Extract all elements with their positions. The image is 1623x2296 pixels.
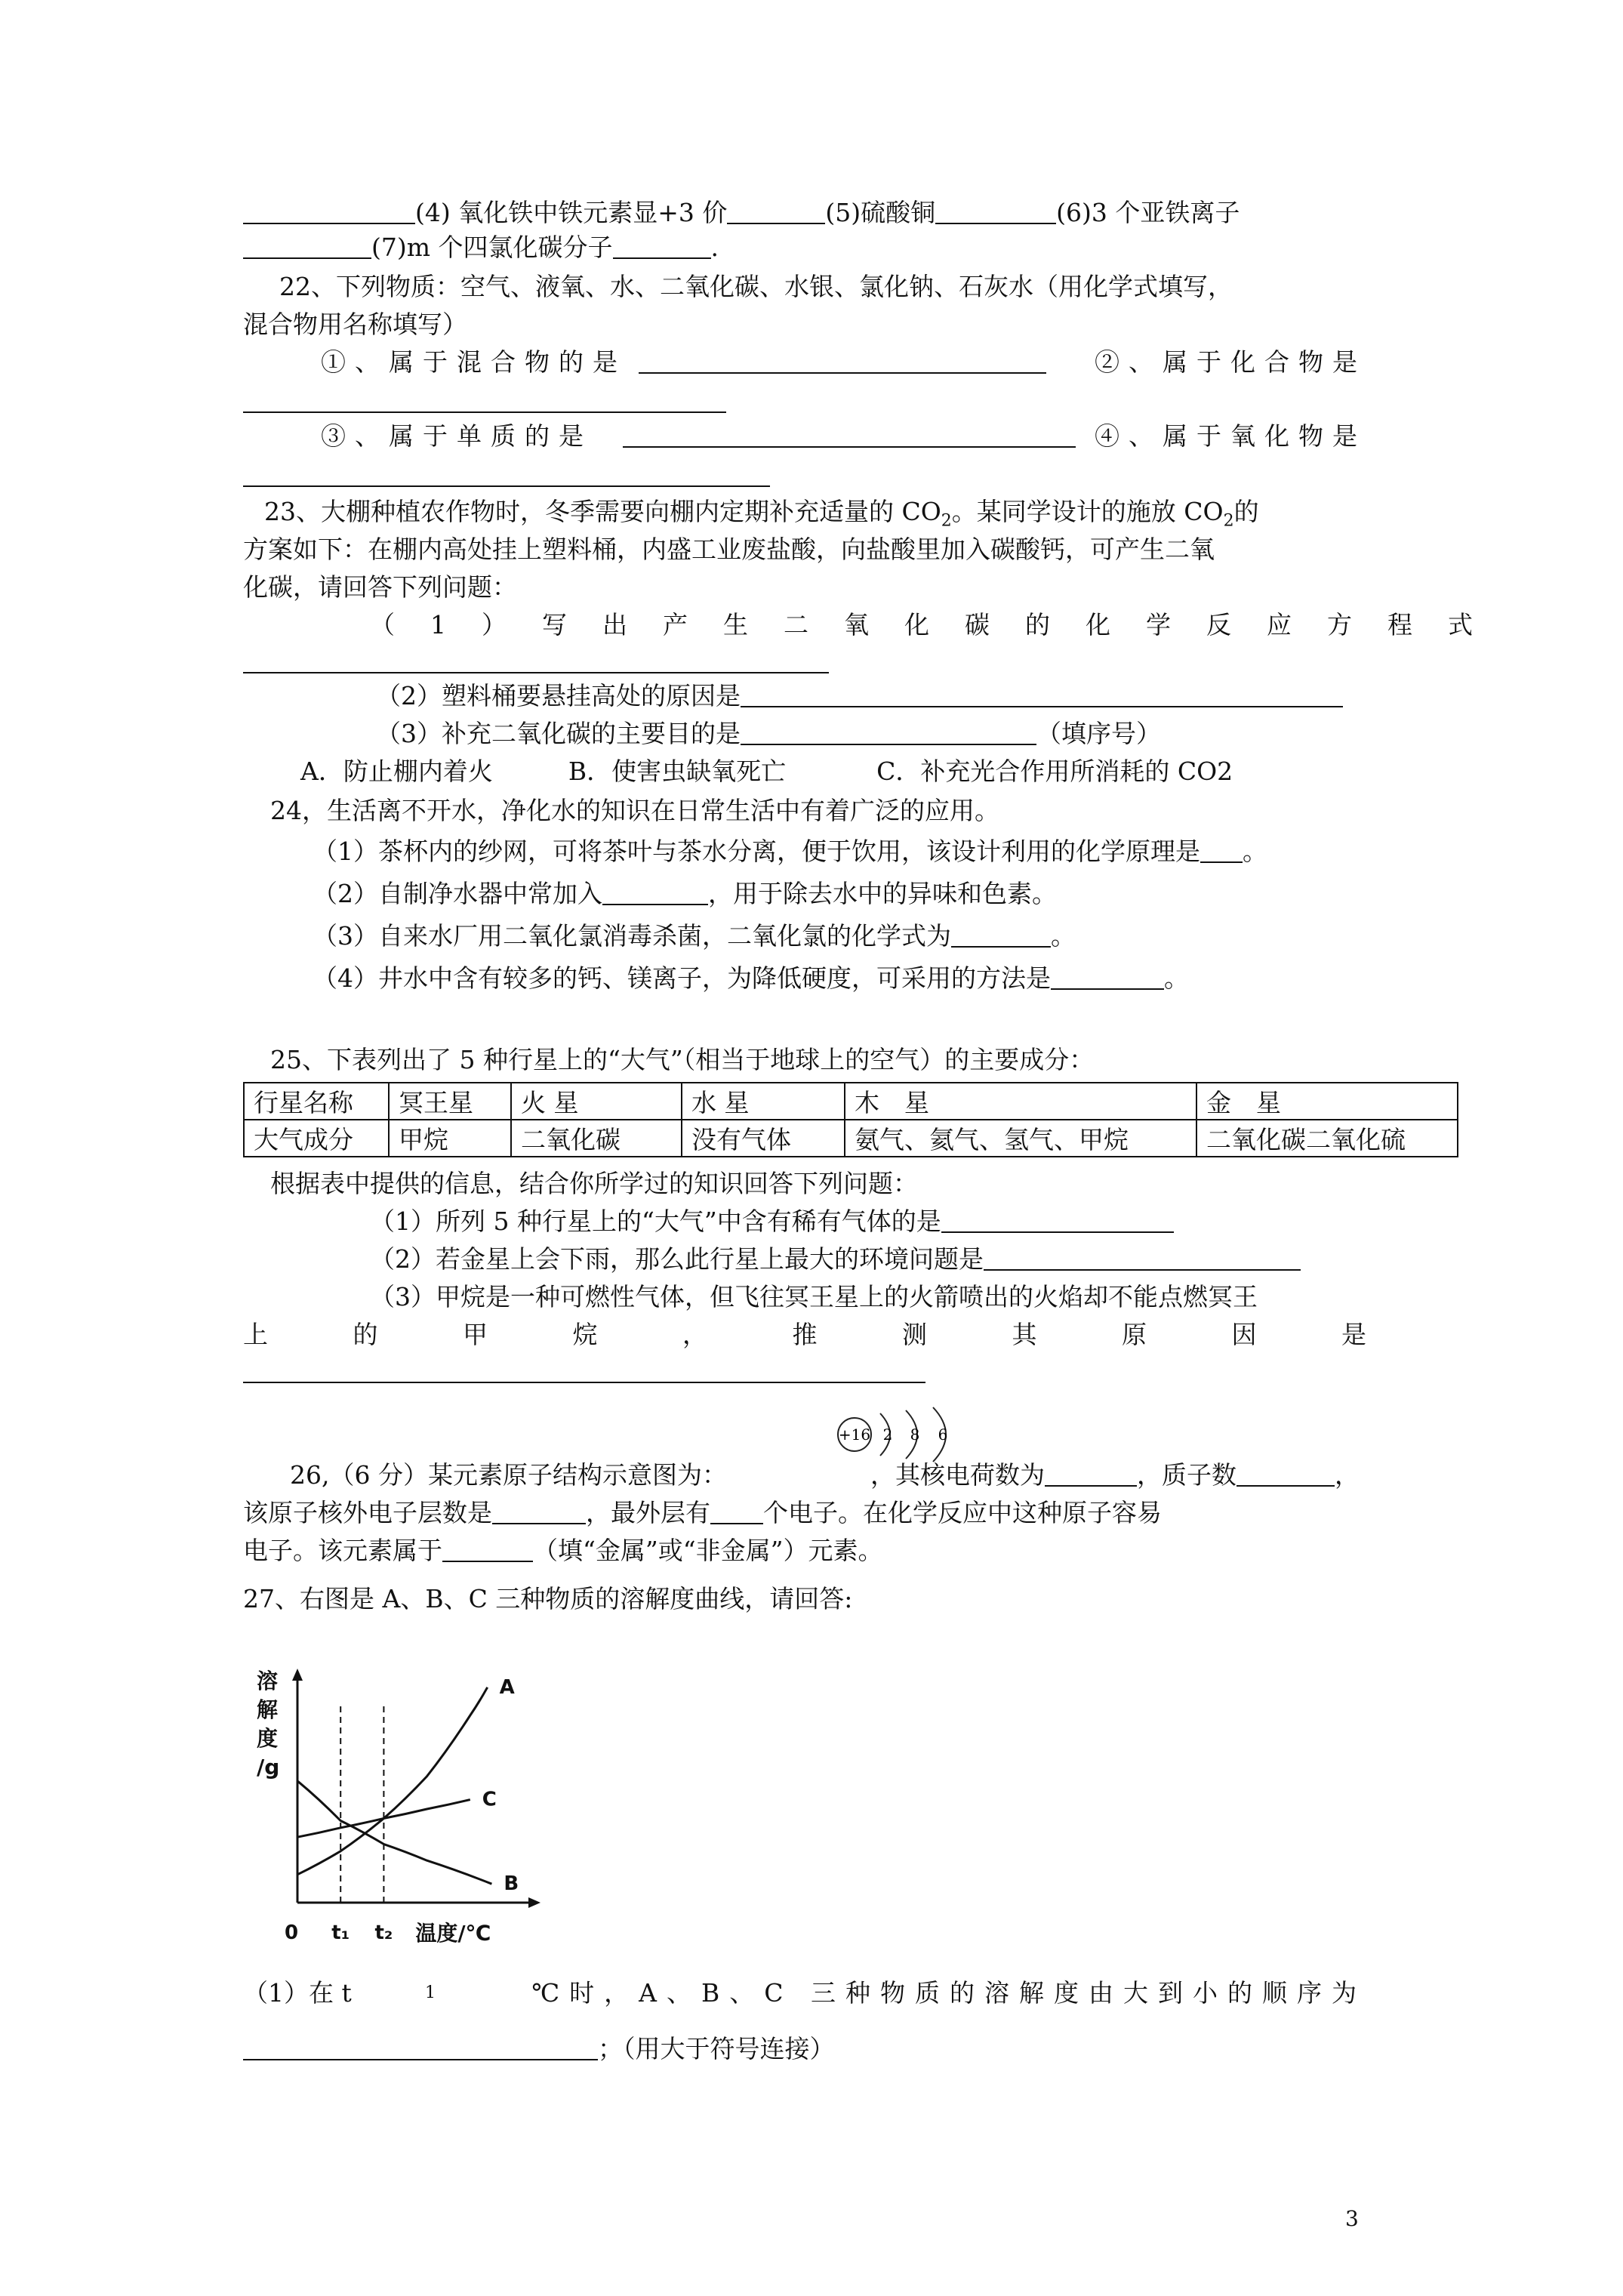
blank-q24-2[interactable] [602, 881, 708, 905]
q22-stem-2: 混合物用名称填写） [243, 310, 467, 339]
q23-stem-1: 23、大棚种植农作物时，冬季需要向棚内定期补充适量的 $CO_2$。某同学设计的施放 $CO_2$的 [264, 497, 1259, 531]
x-tick-label: t₂ [374, 1922, 393, 1944]
table-cell: 没有气体 [682, 1120, 845, 1157]
blank-q21-5[interactable] [935, 200, 1056, 224]
x-axis-arrow [528, 1897, 540, 1908]
q21-line2: (7)m 个四氯化碳分子 . [243, 231, 719, 264]
blank-q26-5[interactable] [442, 1538, 533, 1562]
q21-item4: (4) 氧化铁中铁元素显+3 价 [415, 198, 728, 227]
q22-row-1 [321, 346, 1366, 379]
q23-q3: （3）补充二氧化碳的主要目的是 （填序号） [376, 719, 1161, 748]
atom-nucleus-charge: +16 [838, 1425, 871, 1444]
q22-row-2 [321, 420, 1366, 453]
blank-q21-3[interactable] [243, 200, 415, 224]
blank-q22-3[interactable] [623, 424, 1076, 448]
q23-stem-3: 化碳，请回答下列问题： [243, 572, 517, 602]
blank-q21-6[interactable] [243, 235, 371, 259]
table-cell: 大气成分 [244, 1120, 389, 1157]
q21-item7: (7)m 个四氯化碳分子 [371, 233, 613, 262]
q25-q3: （3）甲烷是一种可燃性气体，但飞往冥王星上的火箭喷出的火焰却不能点燃冥王 [370, 1282, 1258, 1311]
q27-q1: （1）在 t 1 ℃时，A、B、C 三种物质的溶解度由大到小的顺序为 [243, 1978, 1366, 2008]
x-tick-label: t₁ [331, 1922, 350, 1944]
atom-shell-3-count: 6 [938, 1425, 948, 1444]
series-B-line [297, 1781, 491, 1884]
q23-options [300, 755, 1233, 788]
q22-opt4: ④、属于氧化物是 [1095, 421, 1366, 451]
blank-q26-3[interactable] [492, 1500, 586, 1524]
y-axis-label: /g [257, 1755, 280, 1780]
q21-item5: (5)硫酸铜 [825, 198, 936, 227]
table-cell: 木 星 [845, 1083, 1196, 1120]
q26-line3: 电子。该元素属于 （填“金属”或“非金属”）元素。 [243, 1536, 883, 1565]
origin-label: 0 [284, 1922, 299, 1944]
q24-q3: （3）自来水厂用二氧化氯消毒杀菌，二氧化氯的化学式为 。 [313, 921, 1076, 951]
q26-line2: 该原子核外电子层数是 ，最外层有 个电子。在化学反应中这种原子容易 [243, 1498, 1162, 1527]
table-cell: 氨气、氦气、氢气、甲烷 [845, 1120, 1196, 1157]
table-cell: 冥王星 [389, 1083, 511, 1120]
y-axis-label: 溶 [257, 1669, 279, 1693]
atom-shell-2-count: 8 [910, 1425, 920, 1444]
blank-q26-2[interactable] [1236, 1462, 1335, 1487]
q23-q1: （1）写出产生二氧化碳的化学反应方程式 [370, 610, 1508, 639]
q23-option-b: B．使害虫缺氧死亡 [568, 757, 787, 786]
page-number: 3 [1345, 2206, 1359, 2231]
q22-opt1: ①、属于混合物的是 [321, 347, 627, 377]
table-cell: 甲烷 [389, 1120, 511, 1157]
y-axis-arrow [292, 1669, 303, 1681]
y-axis-label: 度 [257, 1726, 279, 1751]
series-A-label: A [499, 1675, 515, 1699]
blank-q24-4[interactable] [1051, 966, 1164, 990]
q21-item6: (6)3 个亚铁离子 [1056, 198, 1240, 227]
q25-after: 根据表中提供的信息，结合你所学过的知识回答下列问题： [270, 1169, 918, 1198]
planet-atmosphere-table [243, 1082, 1458, 1157]
q25-q2: （2）若金星上会下雨，那么此行星上最大的环境问题是 [370, 1243, 1301, 1276]
solubility-curve-chart [242, 1661, 574, 1948]
blank-q23-2[interactable] [741, 683, 1343, 707]
q23-q2: （2）塑料桶要悬挂高处的原因是 [376, 680, 1343, 713]
table-row [244, 1083, 1458, 1120]
q27-stem: 27、右图是 A、B、C 三种物质的溶解度曲线，请回答: [243, 1584, 853, 1613]
q22-opt3: ③、属于单质的是 [321, 421, 593, 451]
blank-q27-1[interactable] [243, 2036, 598, 2060]
blank-q21-7[interactable] [613, 235, 711, 259]
atom-structure-diagram [833, 1406, 981, 1463]
blank-q25-3[interactable] [243, 1382, 925, 1383]
table-cell: 水 星 [682, 1083, 845, 1120]
q24-q4: （4）井水中含有较多的钙、镁离子，为降低硬度，可采用的方法是 。 [313, 963, 1189, 993]
blank-q23-1[interactable] [243, 672, 829, 673]
q23-stem-2: 方案如下：在棚内高处挂上塑料桶，内盛工业废盐酸，向盐酸里加入碳酸钙，可产生二氧 [243, 535, 1215, 564]
q25-q1: （1）所列 5 种行星上的“大气”中含有稀有气体的是 [370, 1205, 1174, 1238]
blank-q24-3[interactable] [951, 923, 1051, 948]
q24-q1: （1）茶杯内的纱网，可将茶叶与茶水分离，便于饮用，该设计利用的化学原理是 。 [313, 837, 1267, 866]
q23-option-a: A．防止棚内着火 [300, 757, 493, 786]
table-cell: 火 星 [511, 1083, 682, 1120]
table-cell: 二氧化碳 [511, 1120, 682, 1157]
table-cell: 二氧化碳二氧化硫 [1196, 1120, 1458, 1157]
q24-stem: 24，生活离不开水，净化水的知识在日常生活中有着广泛的应用。 [270, 796, 999, 825]
q25-stem: 25、下表列出了 5 种行星上的“大气”（相当于地球上的空气）的主要成分： [270, 1045, 1095, 1074]
blank-q26-1[interactable] [1045, 1462, 1137, 1487]
q23-option-c: C．补充光合作用所消耗的 CO2 [876, 757, 1233, 786]
series-B-label: B [504, 1872, 519, 1896]
blank-q22-1[interactable] [639, 350, 1046, 374]
blank-q21-4[interactable] [727, 200, 825, 224]
blank-q25-2[interactable] [984, 1247, 1301, 1271]
blank-q23-3[interactable] [741, 721, 1036, 745]
q22-stem-1: 22、下列物质：空气、液氧、水、二氧化碳、水银、氯化钠、石灰水（用化学式填写， [279, 272, 1233, 301]
q26-line1: 26,（6 分）某元素原子结构示意图为： ，其核电荷数为 ，质子数 ， [290, 1460, 1360, 1490]
blank-q26-4[interactable] [710, 1500, 763, 1524]
blank-q24-1[interactable] [1200, 839, 1243, 863]
y-axis-label: 解 [257, 1697, 279, 1722]
blank-q22-2[interactable] [243, 411, 726, 413]
atom-shell-1-count: 2 [882, 1425, 893, 1444]
table-cell: 行星名称 [244, 1083, 389, 1120]
series-C-label: C [482, 1788, 497, 1811]
blank-q22-4[interactable] [243, 485, 770, 487]
q21-line1 [243, 196, 1240, 230]
blank-q25-1[interactable] [941, 1209, 1174, 1233]
table-cell: 金 星 [1196, 1083, 1458, 1120]
table-row [244, 1120, 1458, 1157]
q24-q2: （2）自制净水器中常加入 ，用于除去水中的异味和色素。 [313, 879, 1057, 908]
q22-opt2: ②、属于化合物是 [1095, 347, 1366, 377]
x-axis-label: 温度/℃ [415, 1921, 491, 1946]
q25-q3-cont: 上 的 甲 烷 ， 推 测 其 原 因 是 [243, 1320, 1366, 1349]
q27-q1-answer: ；（用大于符号连接） [243, 2032, 835, 2066]
